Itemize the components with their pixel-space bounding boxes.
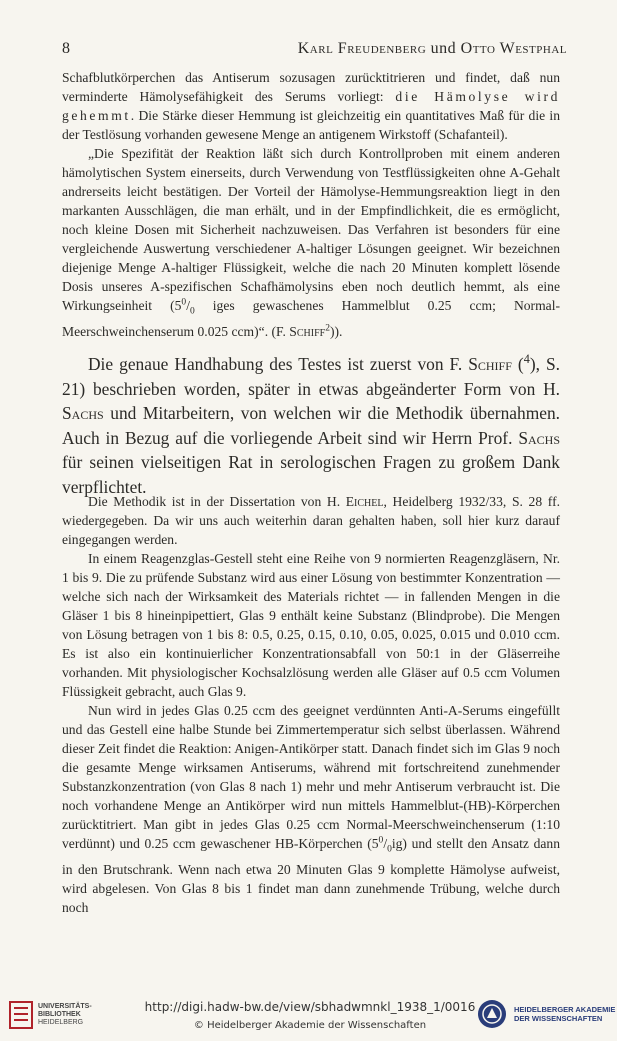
footer-bar	[0, 990, 617, 1041]
para3-text-e: für seinen vielseitigen Rat in serologischen Fragen zu großem Dank verpflichtet.	[62, 452, 560, 497]
para2-text-d: )).	[329, 323, 343, 339]
paragraph-5: In einem Reagenzglas-Gestell steht eine Reihe von 9 normierten Reagenzgläsern, Nr. 1 bis 9. Die zu prüfende Substanz wird aus einer Lösung von bestimmter Konzentration — welche sich nach der Wirksamkeit des Materials richtet — in fallenden Mengen in die Gläser 1 bis 8 hineinpipettiert, Glas 9 enthält keine Substanz (Blindprobe). Die Mengen von Lösung betragen von 1 bis 8: 0.5, 0.25, 0.15, 0.10, 0.05, 0.025, 0.015 und 0.010 ccm. Es ist also ein kontinuierlicher Konzentrationsabfall von 50:1 in der Gläserreihe vorhanden. Mit physiologischer Kochsalzlösung werden alle Gläser auf 0.5 ccm Volumen Flüssigkeit gebracht, auch Glas 9.	[62, 551, 560, 699]
academy-name	[514, 1005, 615, 1023]
para6-slash: /	[383, 836, 388, 851]
para6-sup: 0	[378, 835, 384, 846]
permalink-url[interactable]: http://digi.hadw-bw.de/view/sbhadwmnkl_1938_1/0016	[144, 1000, 476, 1014]
para6-sub: 0	[387, 844, 392, 855]
para2-slash: /	[186, 298, 190, 313]
paragraph-4	[62, 492, 560, 549]
library-emblem-icon	[8, 1000, 34, 1030]
library-name-line-2: BIBLIOTHEK	[38, 1011, 81, 1018]
para2-sub-1: 0	[189, 306, 195, 317]
methods-block	[62, 492, 560, 917]
page-number: 8	[62, 40, 71, 57]
library-name	[38, 1003, 92, 1027]
para2-footnote-ref: 2	[325, 323, 330, 334]
running-header	[62, 40, 567, 58]
para3-name-schiff: Schiff	[468, 354, 512, 374]
para6-text-c: ig) und stellt den Ansatz dann in den Brutschrank. Wenn nach etwa 20 Minuten Glas 9 komplette Hämolyse aufweist, wird abgelesen. Von Glas 8 bis 1 findet man dann zunehmende Trübung, welche durch noch	[62, 836, 560, 915]
academy-logo[interactable]	[476, 998, 615, 1030]
para3-text-b: (	[511, 354, 524, 374]
paragraph-3	[62, 352, 560, 499]
para3-text-d: und Mitarbeitern, von welchen wir die Methodik übernahmen. Auch in Bezug auf die vorliegende Arbeit sind wir Herrn Prof.	[62, 403, 560, 448]
paragraph-1	[62, 68, 560, 144]
quoted-block	[62, 68, 560, 341]
library-name-line-3: HEIDELBERG	[38, 1019, 84, 1026]
para3-footnote-ref: 4	[523, 352, 530, 367]
copyright-notice: © Heidelberger Akademie der Wissenschaften	[193, 1020, 427, 1031]
footer-citation	[120, 1000, 500, 1031]
academy-name-line-2: DER WISSENSCHAFTEN	[514, 1014, 603, 1023]
para2-text-c: iges gewaschenes Hammelblut 0.25 ccm; Normal-Meerschweinchenserum 0.025 ccm)“. (F.	[62, 298, 560, 339]
para2-sup-1: 0	[181, 297, 187, 308]
para2-text-a: „Die Spezifität der Reaktion läßt sich durch Kontrollproben mit einem anderen hämolytischen System einerseits, durch Verwendung von Testflüssigkeiten ohne A-Gehalt andrerseits leicht bestätigen. Der Vorteil der Hämolyse-Hemmungsreaktion liegt in den markanten Ausschlägen, die man erhält, und in der Empfindlichkeit, die es ermöglicht, noch kleine Dosen mit Sicherheit nachzuweisen. Das Verfahren ist besonders für eine vergleichende Auswertung verschiedener A-haltiger Lösungen geeignet. Wir bezeichnen diejenige Menge A-haltiger Flüssigkeit, welche die nach 20 Minuten komplett lösende Dosis unseres A-spezifischen Schafhämolysins eben noch deutlich hemmt, als eine Wirkungseinheit (5	[62, 146, 560, 313]
running-title-author-b: Otto Westphal	[460, 40, 567, 57]
para3-text-a: Die genaue Handhabung des Testes ist zuerst von F.	[88, 354, 469, 374]
paragraph-6	[62, 701, 560, 917]
library-name-line-1: UNIVERSITÄTS-	[38, 1003, 92, 1010]
running-title-author-a: Karl Freudenberg	[297, 40, 427, 57]
para2-citation-name: Schiff	[289, 323, 326, 339]
para1-spaced-emphasis: die Hämolyse wird gehemmt	[62, 89, 561, 123]
academy-seal-icon	[476, 998, 508, 1030]
para4-name-eichel: Eichel	[345, 494, 384, 509]
para4-text-a: Die Methodik ist in der Dissertation von H.	[88, 494, 346, 509]
paragraph-2	[62, 144, 560, 341]
running-title-conjunction: und	[426, 40, 461, 57]
para1-text-a: Schafblutkörperchen das Antiserum sozusagen zurücktitrieren und findet, daß nun verminderte Hämolysefähigkeit des Serums vorliegt:	[62, 70, 560, 104]
para3-name-sachs-1: Sachs	[62, 403, 104, 423]
para3-text-c: ), S. 21) beschrieben worden, später in etwas abgeänderter Form von H.	[62, 354, 560, 399]
para1-text-b: . Die Stärke dieser Hemmung ist gleichzeitig ein quantitatives Maß für die in der Testlösung vorhanden gewesene Menge an antigenem Wirkstoff (Schafanteil).	[62, 108, 560, 142]
para6-text-a: Nun wird in jedes Glas 0.25 ccm des geeignet verdünnten Anti-A-Serums eingefüllt und das Gestell eine halbe Stunde bei Zimmertemperatur sich selbst überlassen. Während dieser Zeit findet die Reaktion: Anigen-Antikörper statt. Danach findet sich im Glas 9 noch die gesamte Menge wirksamen Antiserums, während mit fortschreitend zunehmender Substanzkonzentration (von Glas 8 nach 1) mehr und mehr Antiserum verbraucht ist. Die noch vorhandene Menge an Antikörper wird nun mittels Hammelblut-(HB)-Körperchen zurücktitriert. Man gibt in jedes Glas 0.25 ccm Normal-Meerschweinchenserum (1:10 verdünnt) und 0.25 ccm gewaschener HB-Körperchen (5	[62, 703, 560, 851]
running-title	[298, 40, 567, 58]
university-library-logo[interactable]	[8, 1000, 92, 1030]
para3-name-sachs-2: Sachs	[518, 427, 560, 448]
main-paragraph	[62, 352, 560, 499]
para4-text-b: , Heidelberg 1932/33, S. 28 ff. wiedergegeben. Da wir uns auch weiterhin daran gehalten haben, soll hier kurz darauf eingegangen werden.	[62, 494, 560, 547]
academy-name-line-1: HEIDELBERGER AKADEMIE	[514, 1005, 616, 1014]
